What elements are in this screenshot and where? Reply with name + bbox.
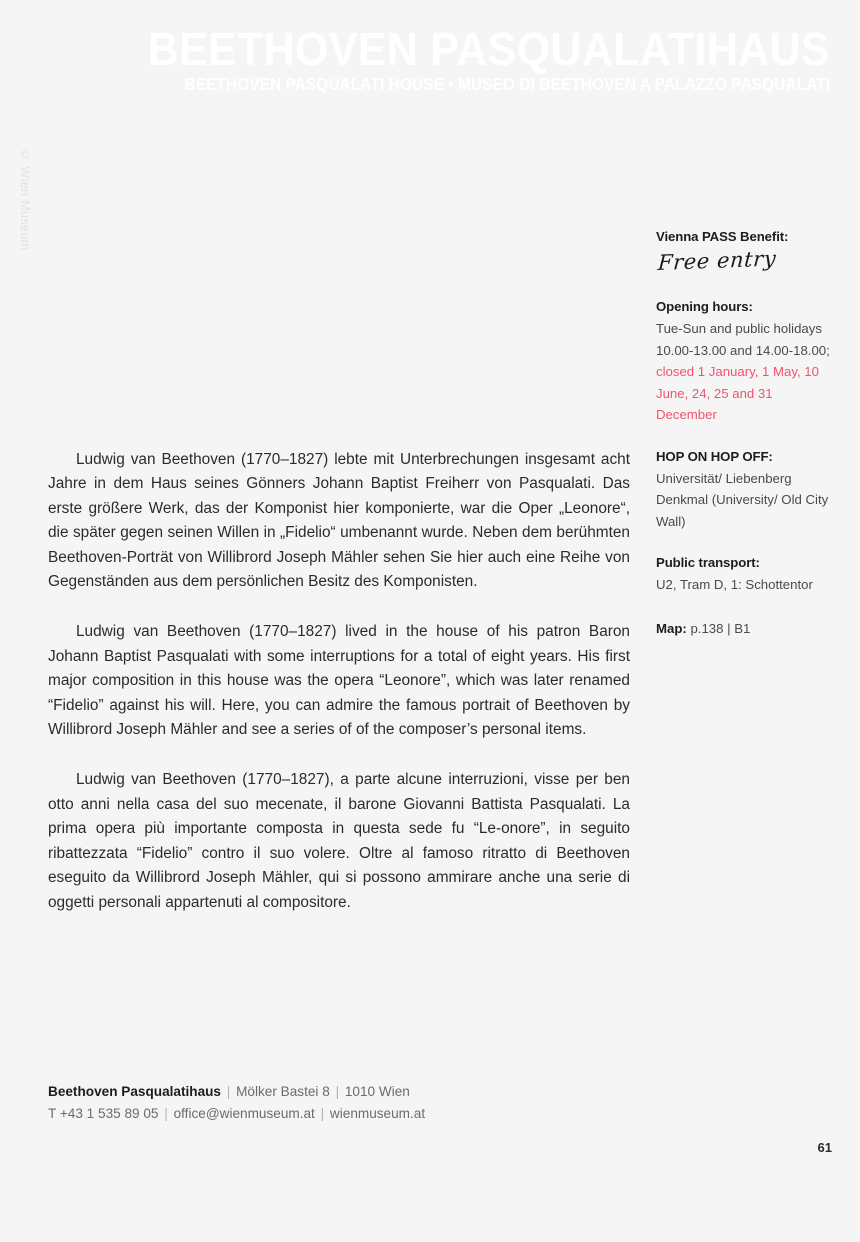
body-column (48, 448, 630, 915)
hop-on-hop-off-heading: HOP ON HOP OFF: (656, 448, 773, 464)
footer-email[interactable]: office@wienmuseum.at (173, 1106, 315, 1121)
sidebar-block-opening-hours (656, 298, 832, 426)
map-value: p.138 | B1 (690, 620, 751, 636)
footer-address-line (48, 1081, 648, 1103)
footer-website[interactable]: wienmuseum.at (329, 1106, 426, 1121)
page-title: BEETHOVEN PASQUALATIHAUS (147, 23, 830, 75)
paragraph-italian: Ludwig van Beethoven (1770–1827), a parte alcune interruzioni, visse per ben otto anni nella casa del suo mecenate, il barone Giovanni Battista Pasqualati. La prima opera più importante composta in questa sede fu “Le-onore”, in seguito ribattezzata “Fidelio” contro il suo volere. Oltre al famoso ritratto di Beethoven eseguito da Willibrord Joseph Mähler, qui si possono ammirare anche una serie di oggetti personali appartenuti al compositore. (48, 771, 630, 911)
page-subtitle: BEETHOVEN PASQUALATI HOUSE • MUSEO DI BEETHOVEN A PALAZZO PASQUALATI (184, 74, 830, 94)
footer-separator-2: | (335, 1084, 340, 1099)
hop-on-hop-off-value: Universität/ Liebenberg Denkmal (University/ Old City Wall) (656, 470, 829, 529)
map-reference (656, 618, 832, 640)
sidebar-block-hop-on-hop-off (656, 448, 832, 533)
map-label: Map: (656, 620, 687, 636)
sidebar-block-benefit (656, 228, 832, 276)
paragraph-english: Ludwig van Beethoven (1770–1827) lived in the house of his patron Baron Johann Baptist Pasqualati with some interruptions for a total of eight years. His first major composition in this house was the opera “Leonore”, which was later renamed “Fidelio” against his will. Here, you can admire the famous portrait of Beethoven by Willibrord Joseph Mähler and see a series of of the composer’s personal items. (48, 623, 630, 739)
paragraph-german: Ludwig van Beethoven (1770–1827) lebte mit Unterbrechungen insgesamt acht Jahre in dem Haus seines Gönners Johann Baptist Freiherr von Pasqualati. Das erste größere Werk, das der Komponist hier komponierte, war die Oper „Leonore“, die später gegen seinen Willen in „Fidelio“ umbenannt wurde. Neben dem berühmten Beethoven-Porträt von Willibrord Joseph Mähler sehen Sie hier auch eine Reihe von Gegenständen aus dem persönlichen Besitz des Komponisten. (48, 451, 630, 591)
public-transport-value: U2, Tram D, 1: Schottentor (656, 577, 813, 592)
opening-hours-heading: Opening hours: (656, 299, 753, 314)
footer-separator-4: | (320, 1106, 325, 1121)
footer-street: Mölker Bastei 8 (236, 1084, 330, 1099)
photo-credit: © Wien Museum (18, 148, 32, 251)
benefit-heading: Vienna PASS Benefit: (656, 229, 789, 244)
footer-city: 1010 Wien (344, 1084, 410, 1099)
footer-contact-line (48, 1103, 648, 1125)
footer-venue-name: Beethoven Pasqualatihaus (48, 1084, 221, 1099)
hero-image-area (48, 112, 628, 432)
info-sidebar (656, 228, 832, 639)
footer-contact (48, 1081, 648, 1125)
footer-phone[interactable]: T +43 1 535 89 05 (48, 1106, 159, 1121)
sidebar-block-map (656, 618, 832, 640)
sidebar-block-public-transport (656, 554, 832, 596)
public-transport-heading: Public transport: (656, 555, 760, 570)
footer-separator-3: | (164, 1106, 168, 1121)
page-number: 61 (817, 1140, 832, 1155)
opening-hours-closed: closed 1 January, 1 May, 10 June, 24, 25 and 31 December (656, 364, 819, 422)
benefit-value: Free entry (657, 246, 778, 276)
page-header (0, 23, 830, 94)
opening-hours-regular: Tue-Sun and public holidays 10.00-13.00 and 14.00-18.00; (656, 321, 830, 358)
footer-separator-1: | (226, 1084, 231, 1099)
